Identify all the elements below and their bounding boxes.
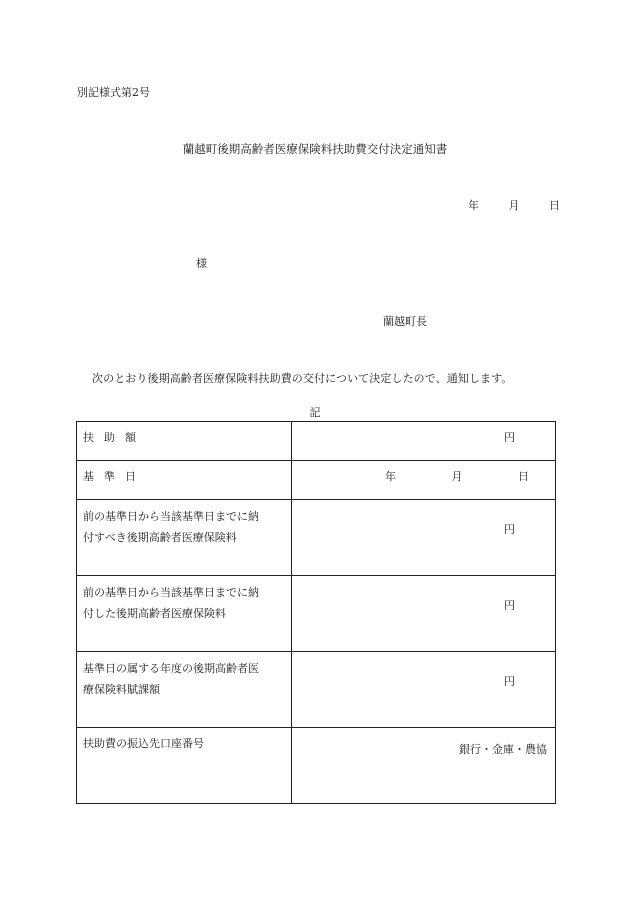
table-row [77,461,556,500]
table-row [77,576,556,652]
form-number: 別記様式第2号 [77,86,150,99]
issue-date-day: 日 [549,199,560,212]
ki-heading: 記 [309,406,321,419]
table-row [77,422,556,461]
bank-type-options: 銀行・金庫・農協 [459,743,547,756]
row-label-amount [77,422,292,461]
label-line: 付した後期高齢者医療保険料 [83,607,226,620]
value-cell-payable-premium [292,500,556,576]
value-cell-assessed-premium [292,652,556,728]
issue-date-year: 年 [468,199,479,212]
base-date-day: 日 [518,470,529,483]
issuer-name: 蘭越町長 [383,315,427,328]
value-cell-amount [292,422,556,461]
base-date-month: 月 [451,470,463,483]
value-cell-bank-account [292,728,556,804]
row-label-paid-premium [77,576,292,652]
base-date-fields [385,467,529,487]
value-cell-base-date [292,461,556,500]
label-line: 基準日の属する年度の後期高齢者医 [83,662,259,675]
base-date-year: 年 [385,470,396,483]
addressee-suffix: 様 [196,257,207,270]
issue-date-month: 月 [508,199,520,212]
label-line: 前の基準日から当該基準日までに納 [83,510,259,523]
unit-yen: 円 [504,523,515,536]
document-title: 蘭越町後期高齢者医療保険料扶助費交付決定通知書 [182,142,448,156]
label-text: 扶助費の振込先口座番号 [83,737,204,750]
notice-body: 次のとおり後期高齢者医療保険料扶助費の交付について決定したので、通知します。 [92,372,513,385]
label-line: 前の基準日から当該基準日までに納 [83,586,259,599]
details-table [76,421,556,804]
row-label-payable-premium [77,500,292,576]
unit-yen: 円 [504,675,515,688]
label-text: 基準日 [83,470,146,483]
unit-yen: 円 [504,431,515,444]
table-row [77,652,556,728]
issue-date [468,197,560,213]
row-label-assessed-premium [77,652,292,728]
row-label-base-date [77,461,292,500]
table-row [77,728,556,804]
row-label-bank-account [77,728,292,804]
value-cell-paid-premium [292,576,556,652]
table-row [77,500,556,576]
label-line: 付すべき後期高齢者医療保険料 [83,531,237,544]
unit-yen: 円 [504,599,515,612]
label-line: 療保険料賦課額 [83,683,160,696]
label-text: 扶助額 [83,431,146,444]
